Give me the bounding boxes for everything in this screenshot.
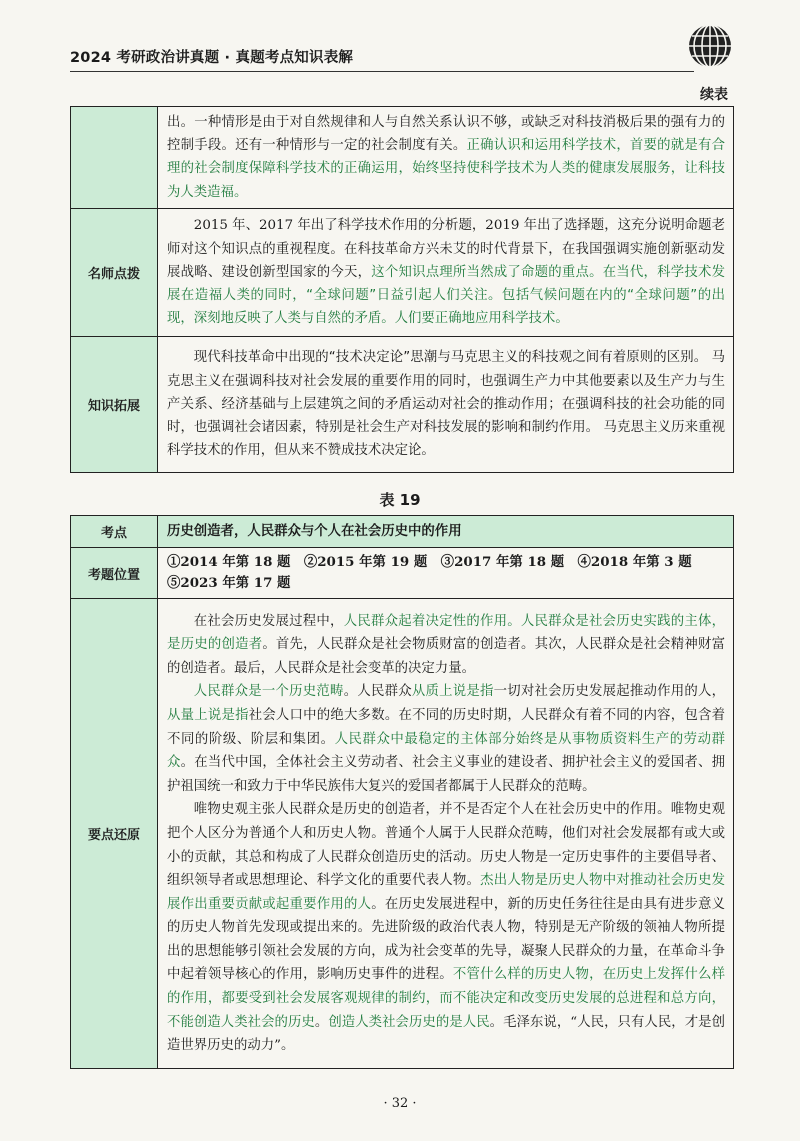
continued-label: 续表 bbox=[700, 87, 728, 103]
continued-table bbox=[70, 106, 734, 473]
table-row bbox=[71, 208, 734, 336]
row-label: 考题位置 bbox=[71, 548, 158, 599]
topic-value: 历史创造者，人民群众与个人在社会历史中的作用 bbox=[158, 516, 734, 548]
table-row bbox=[71, 516, 734, 548]
row-label-empty bbox=[71, 107, 158, 209]
table-row bbox=[71, 548, 734, 599]
page-header bbox=[70, 34, 734, 78]
table-row bbox=[71, 336, 734, 472]
table-title: 表 19 bbox=[379, 491, 421, 509]
book-title: 2024 考研政治讲真题 · 真题考点知识表解 bbox=[70, 50, 354, 66]
row-content: 现代科技革命中出现的“技术决定论”思潮与马克思主义的科技观之间有着原则的区别。 马克思主义在强调科技对社会发展的重要作用的同时，也强调生产力中其他要素以及生产力与生产关系、经济基础与上层建筑之间的矛盾运动对社会的推动作用；在强调科技的社会功能的同时，也强调社会诸因素，特别是社会生产对科技发展的影响和制约作用。 马克思主义历来重视科学技术的作用，但从来不赞成技术决定论。 bbox=[158, 336, 734, 472]
row-content bbox=[158, 599, 734, 1069]
header-rule bbox=[70, 71, 694, 72]
row-content: 2015 年、2017 年出了科学技术作用的分析题，2019 年出了选择题，这充分说明命题老师对这个知识点的重视程度。在科技革命方兴未艾的时代背景下，在我国强调实施创新驱动发展战略、建设创新型国家的今天，这个知识点理所当然成了命题的重点。在当代，科学技术发展在造福人类的同时，“全球问题”日益引起人们关注。包括气候问题在内的“全球问题”的出现，深刻地反映了人类与自然的矛盾。人们要正确地应用科学技术。 bbox=[158, 208, 734, 336]
page-number: · 32 · bbox=[383, 1096, 417, 1111]
table-19 bbox=[70, 515, 734, 1069]
globe-icon bbox=[686, 22, 734, 70]
paragraph: 唯物史观主张人民群众是历史的创造者，并不是否定个人在社会历史中的作用。唯物史观把个人区分为普通个人和历史人物。普通个人属于人民群众范畴，他们对社会发展都有或大或小的贡献，其总和构成了人民群众创造历史的活动。历史人物是一定历史事件的主要倡导者、组织领导者或思想理论、科学文化的重要代表人物。杰出人物是历史人物中对推动社会历史发展作出重要贡献或起重要作用的人。在历史发展进程中，新的历史任务往往是由具有进步意义的历史人物首先发现或提出来的。先进阶级的政治代表人物，特别是无产阶级的领袖人物所提出的思想能够引领社会发展的方向，成为社会变革的先导，凝聚人民群众的力量，在革命斗争中起着领导核心的作用，影响历史事件的进程。不管什么样的历史人物，在历史上发挥什么样的作用，都要受到社会发展客观规律的制约，而不能决定和改变历史发展的总进程和总方向，不能创造人类社会的历史。创造人类社会历史的是人民。毛泽东说，“人民，只有人民，才是创造世界历史的动力”。 bbox=[167, 802, 726, 1054]
row-label: 要点还原 bbox=[71, 599, 158, 1069]
row-label: 知识拓展 bbox=[71, 336, 158, 472]
paragraph: 在社会历史发展过程中，人民群众起着决定性的作用。人民群众是社会历史实践的主体，是历史的创造者。首先，人民群众是社会物质财富的创造者。其次，人民群众是社会精神财富的创造者。最后，人民群众是社会变革的决定力量。 bbox=[167, 613, 726, 676]
table-row bbox=[71, 599, 734, 1069]
exam-positions: ①2014 年第 18 题 ②2015 年第 19 题 ③2017 年第 18 题 ④2018 年第 3 题 ⑤2023 年第 17 题 bbox=[158, 548, 734, 599]
highlight-text: 正确认识和运用科学技术，首要的就是有合理的社会制度保障科学技术的正确运用，始终坚持使科学技术为人类的健康发展服务，让科技为人类造福。 bbox=[167, 138, 726, 200]
row-label: 考点 bbox=[71, 516, 158, 548]
paragraph: 人民群众是一个历史范畴。人民群众从质上说是指一切对社会历史发展起推动作用的人，从量上说是指社会人口中的绝大多数。在不同的历史时期，人民群众有着不同的内容，包含着不同的阶级、阶层和集团。人民群众中最稳定的主体部分始终是从事物质资料生产的劳动群众。在当代中国，全体社会主义劳动者、社会主义事业的建设者、拥护社会主义的爱国者、拥护祖国统一和致力于中华民族伟大复兴的爱国者都属于人民群众的范畴。 bbox=[167, 684, 726, 794]
row-content: 出。一种情形是由于对自然规律和人与自然关系认识不够，或缺乏对科技消极后果的强有力的控制手段。还有一种情形与一定的社会制度有关。正确认识和运用科学技术，首要的就是有合理的社会制度保障科学技术的正确运用，始终坚持使科学技术为人类的健康发展服务，让科技为人类造福。 bbox=[158, 107, 734, 209]
table-row bbox=[71, 107, 734, 209]
row-label: 名师点拨 bbox=[71, 208, 158, 336]
highlight-text: 这个知识点理所当然成了命题的重点。在当代，科学技术发展在造福人类的同时，“全球问题”日益引起人们关注。包括气候问题在内的“全球问题”的出现，深刻地反映了人类与自然的矛盾。人们要正确地应用科学技术。 bbox=[167, 264, 726, 327]
